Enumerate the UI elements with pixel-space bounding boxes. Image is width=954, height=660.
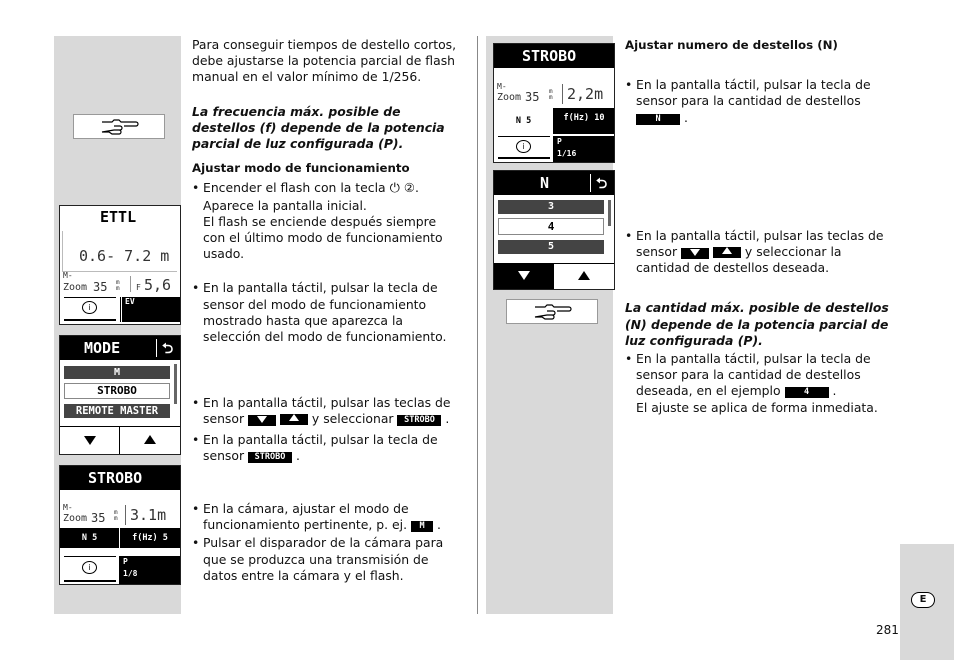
range-display: 0.6- 7.2 m bbox=[62, 231, 177, 272]
back-icon[interactable]: ⮌ bbox=[162, 341, 174, 357]
scrollbar[interactable] bbox=[608, 200, 611, 226]
info-button[interactable] bbox=[60, 556, 120, 584]
hand-pointer-icon bbox=[73, 114, 165, 139]
down-button[interactable] bbox=[494, 263, 554, 289]
section-heading: Ajustar modo de funcionamiento bbox=[192, 161, 410, 176]
column-divider bbox=[477, 36, 478, 614]
n-list-item[interactable]: 5 bbox=[498, 240, 604, 254]
step-shutter: • Pulsar el disparador de la cámara para que se produzca una transmisión de datos entre la cámara y el flash. bbox=[192, 535, 462, 584]
right-text-column bbox=[625, 37, 893, 416]
hand-pointer-icon bbox=[506, 299, 598, 324]
screen-title-bar bbox=[494, 171, 614, 195]
sensor-up-key bbox=[280, 414, 308, 425]
back-icon[interactable]: ⮌ bbox=[596, 176, 608, 192]
screen-title: N bbox=[540, 174, 550, 192]
step-select-n: • En la pantalla táctil, pulsar las teclas de sensor y seleccionar la cantidad de destellos deseada. bbox=[625, 228, 893, 277]
arrow-down-icon bbox=[84, 436, 96, 445]
strobo-key-chip: STROBO bbox=[248, 452, 292, 463]
screen-title: STROBO bbox=[522, 47, 577, 65]
intro-paragraph: Para conseguir tiempos de destello cortos, debe ajustarse la potencia parcial de flash manual en el valor mínimo de 1/256. bbox=[192, 37, 457, 85]
strobo-screen: STROBO M- Zoom 35 mm 3.1m N 5 f(Hz) 5 i P 1/8 bbox=[59, 465, 181, 585]
step-press-strobo: • En la pantalla táctil, pulsar la tecla de sensor STROBO . bbox=[192, 432, 462, 464]
power-button[interactable]: P 1/16 bbox=[554, 136, 614, 162]
page-number: 281 bbox=[876, 623, 899, 637]
info-icon: i bbox=[82, 301, 97, 314]
step-camera-mode: • En la cámara, ajustar el modo de funcionamiento pertinente, p. ej. M . bbox=[192, 501, 462, 533]
n-button[interactable]: N 5 bbox=[494, 108, 554, 134]
step-n-key: • En la pantalla táctil, pulsar la tecla de sensor para la cantidad de destellos N . bbox=[625, 77, 893, 126]
info-button[interactable] bbox=[60, 297, 121, 322]
mode-list-item[interactable]: M bbox=[64, 366, 170, 379]
frequency-button[interactable]: f(Hz) 10 bbox=[554, 108, 614, 134]
screen-title-bar[interactable] bbox=[60, 206, 180, 230]
down-button[interactable] bbox=[60, 426, 120, 454]
n-button[interactable]: N 5 bbox=[60, 528, 120, 548]
power-icon: ⏻ bbox=[389, 181, 400, 197]
up-button[interactable] bbox=[120, 426, 180, 454]
step-select-strobo: • En la pantalla táctil, pulsar las teclas de sensor y seleccionar STROBO . bbox=[192, 395, 462, 427]
sensor-down-key bbox=[248, 415, 276, 426]
info-icon: i bbox=[82, 561, 97, 574]
strobo-key-chip: STROBO bbox=[397, 415, 441, 426]
up-button[interactable] bbox=[554, 263, 614, 289]
screen-title: ETTL bbox=[100, 208, 137, 226]
note-frequency: La frecuencia máx. posible de destellos (f) depende de la potencia parcial de luz configurada (P). bbox=[192, 103, 445, 152]
n-screen bbox=[493, 170, 615, 290]
screen-title: STROBO bbox=[88, 469, 143, 487]
language-badge: E bbox=[911, 592, 935, 608]
screen-title-bar bbox=[60, 336, 180, 360]
info-button[interactable] bbox=[494, 136, 554, 162]
strobo-screen: STROBO M- Zoom 35 mm 2,2m N 5 f(Hz) 10 i P 1/16 bbox=[493, 43, 615, 163]
mode-screen bbox=[59, 335, 181, 455]
frequency-button[interactable]: f(Hz) 5 bbox=[120, 528, 180, 548]
n-list-item-selected[interactable]: 4 bbox=[498, 218, 604, 235]
m-key-chip: M bbox=[411, 521, 433, 532]
power-button[interactable]: P 1/8 bbox=[120, 556, 180, 584]
arrow-up-icon bbox=[144, 435, 156, 444]
screen-title: MODE bbox=[84, 339, 121, 357]
step-choose-n: • En la pantalla táctil, pulsar la tecla de sensor para la cantidad de destellos deseada, en el ejemplo 4 . El ajuste se aplica de forma inmediata. bbox=[625, 351, 893, 416]
info-icon: i bbox=[516, 140, 531, 153]
step-mode-key: • En la pantalla táctil, pulsar la tecla de sensor del modo de funcionamiento mostrado hasta que aparezca la selección del modo de funcionamiento. bbox=[192, 280, 462, 345]
note-max-flashes: La cantidad máx. posible de destellos (N) depende de la potencia parcial de luz configurada (P). bbox=[625, 300, 889, 348]
four-key-chip: 4 bbox=[785, 387, 829, 398]
screen-title-bar[interactable] bbox=[494, 44, 614, 68]
n-list-item[interactable]: 3 bbox=[498, 200, 604, 214]
ettl-screen: ETTL 0.6- 7.2 m M- Zoom 35 mm F 5,6 i EV bbox=[59, 205, 181, 325]
step-power-on: • Encender el flash con la tecla ⏻ ②. Aparece la pantalla inicial. El flash se enciende después siempre con el último modo de funcionamiento usado. bbox=[192, 180, 462, 262]
sensor-down-key bbox=[681, 248, 709, 259]
scrollbar[interactable] bbox=[174, 364, 177, 404]
left-text-column bbox=[192, 37, 462, 584]
section-heading: Ajustar numero de destellos (N) bbox=[625, 38, 838, 52]
mode-list-item-selected[interactable]: STROBO bbox=[64, 383, 170, 399]
ev-button[interactable]: EV bbox=[122, 297, 180, 322]
arrow-up-icon bbox=[578, 271, 590, 280]
mode-list-item[interactable]: REMOTE MASTER bbox=[64, 404, 170, 418]
screen-title-bar[interactable] bbox=[60, 466, 180, 490]
n-key-chip: N bbox=[636, 114, 680, 125]
arrow-down-icon bbox=[518, 271, 530, 280]
sensor-up-key bbox=[713, 247, 741, 258]
